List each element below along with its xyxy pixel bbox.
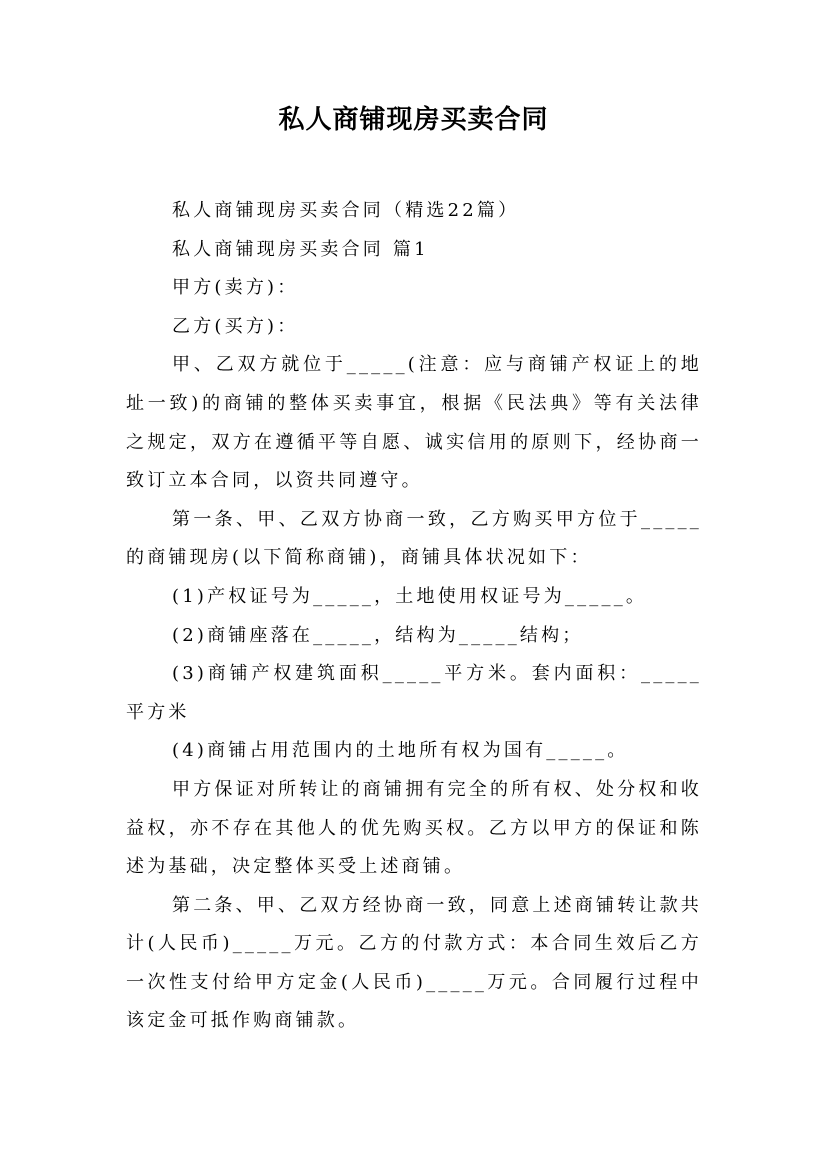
paragraph-item-4: (4)商铺占用范围内的土地所有权为国有_____。 xyxy=(172,740,629,762)
paragraph-item-3: (3)商铺产权建筑面积_____平方米。套内面积：_____平方米 xyxy=(126,663,702,723)
paragraph-party-a: 甲方(卖方)： xyxy=(172,277,299,299)
paragraph-article-1: 第一条、甲、乙双方协商一致，乙方购买甲方位于_____的商铺现房(以下简称商铺)，商铺具体状况如下： xyxy=(126,508,702,569)
paragraph-article-2: 第二条、甲、乙双方经协商一致，同意上述商铺转让款共计(人民币)_____万元。乙方的付款方式：本合同生效后乙方一次性支付给甲方定金(人民币)_____万元。合同履行过程中该定金可抵作购商铺款。 xyxy=(126,894,702,1032)
paragraph-subtitle: 私人商铺现房买卖合同（精选22篇） xyxy=(172,200,520,221)
paragraph-preamble: 甲、乙双方就位于_____(注意：应与商铺产权证上的地址一致)的商铺的整体买卖事宜，根据《民法典》等有关法律之规定，双方在遵循平等自愿、诚实信用的原则下，经协商一致订立本合同，以资共同遵守。 xyxy=(126,354,702,492)
paragraph-item-1: (1)产权证号为_____，土地使用权证号为_____。 xyxy=(172,585,648,607)
document-title: 私人商铺现房买卖合同 xyxy=(278,105,549,135)
document-body xyxy=(126,192,702,1041)
paragraph-party-b: 乙方(买方)： xyxy=(172,315,299,337)
paragraph-section-heading: 私人商铺现房买卖合同 篇1 xyxy=(172,238,429,260)
paragraph-item-2: (2)商铺座落在_____，结构为_____结构； xyxy=(172,624,584,646)
paragraph-guarantee: 甲方保证对所转让的商铺拥有完全的所有权、处分权和收益权，亦不存在其他人的优先购买权。乙方以甲方的保证和陈述为基础，决定整体买受上述商铺。 xyxy=(126,778,702,878)
